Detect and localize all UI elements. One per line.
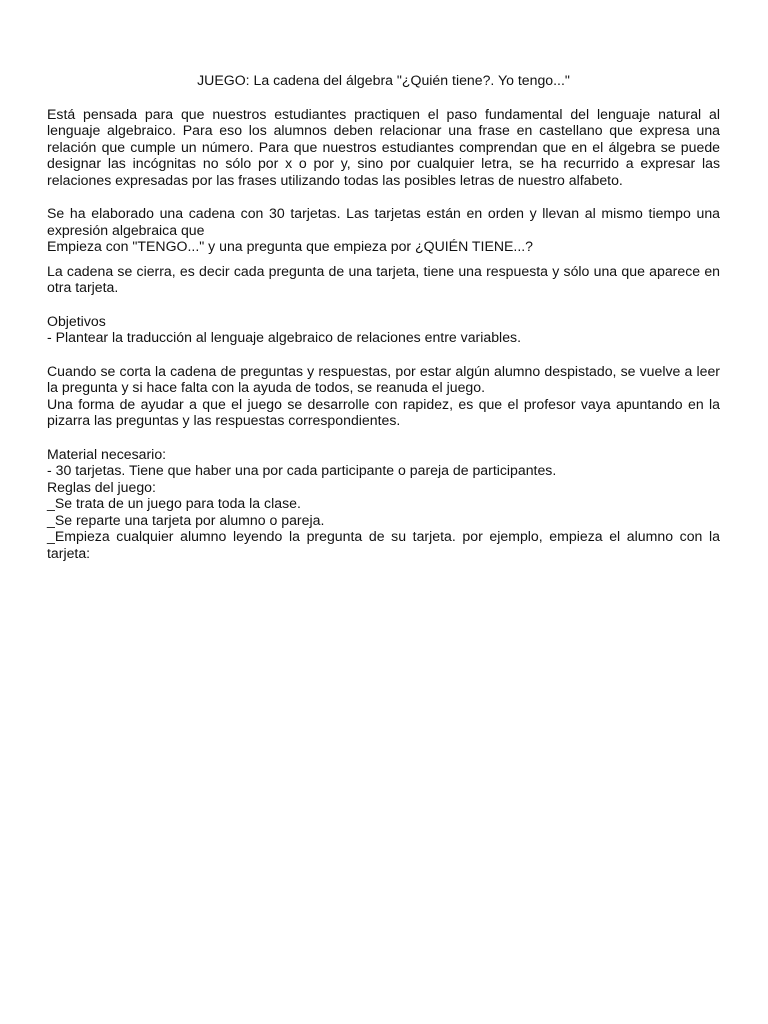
chain-paragraph-line2: Empieza con "TENGO..." y una pregunta que empieza por ¿QUIÉN TIENE...? <box>47 238 534 254</box>
intro-paragraph: Está pensada para que nuestros estudiantes practiquen el paso fundamental del lenguaje natural al lenguaje algebraico. Para eso los alumnos deben relacionar una frase en castellano que expresa una relación que cumple un número. Para que nuestros estudiantes comprendan que en el álgebra se puede designar las incógnitas no sólo por x o por y, sino por cualquier letra, se ha recurrido a expresar las relaciones expresadas por las frases utilizando todas las posibles letras de nuestro alfabeto. <box>47 105 720 188</box>
rule-item-2: _Se reparte una tarjeta por alumno o pareja. <box>47 511 325 528</box>
cut-chain-paragraph: Cuando se corta la cadena de preguntas y respuestas, por estar algún alumno despistado, se vuelve a leer la pregunta y si hace falta con la ayuda de todos, se reanuda el juego. <box>47 362 720 395</box>
help-paragraph: Una forma de ayudar a que el juego se desarrolle con rapidez, es que el profesor vaya apuntando en la pizarra las preguntas y las respuestas correspondientes. <box>47 395 720 428</box>
objectives-item: - Plantear la traducción al lenguaje algebraico de relaciones entre variables. <box>47 329 521 345</box>
material-item: - 30 tarjetas. Tiene que haber una por cada participante o pareja de participantes. <box>47 462 557 478</box>
chain-paragraph: Se ha elaborado una cadena con 30 tarjetas. Las tarjetas están en orden y llevan al mismo tiempo una expresión algebraica que <box>47 205 720 238</box>
rule-item-3: _Empieza cualquier alumno leyendo la pregunta de su tarjeta. por ejemplo, empieza el alumno con la tarjeta: <box>47 528 720 561</box>
document-title: JUEGO: La cadena del álgebra "¿Quién tiene?. Yo tengo..." <box>197 72 570 88</box>
material-heading: Material necesario: <box>47 445 167 462</box>
rule-item-1: _Se trata de un juego para toda la clase. <box>47 495 301 511</box>
document-page <box>47 72 720 561</box>
rules-heading: Reglas del juego: <box>47 478 156 495</box>
closed-chain-paragraph: La cadena se cierra, es decir cada pregunta de una tarjeta, tiene una respuesta y sólo una que aparece en otra tarjeta. <box>47 262 720 295</box>
objectives-heading: Objetivos <box>47 312 106 329</box>
